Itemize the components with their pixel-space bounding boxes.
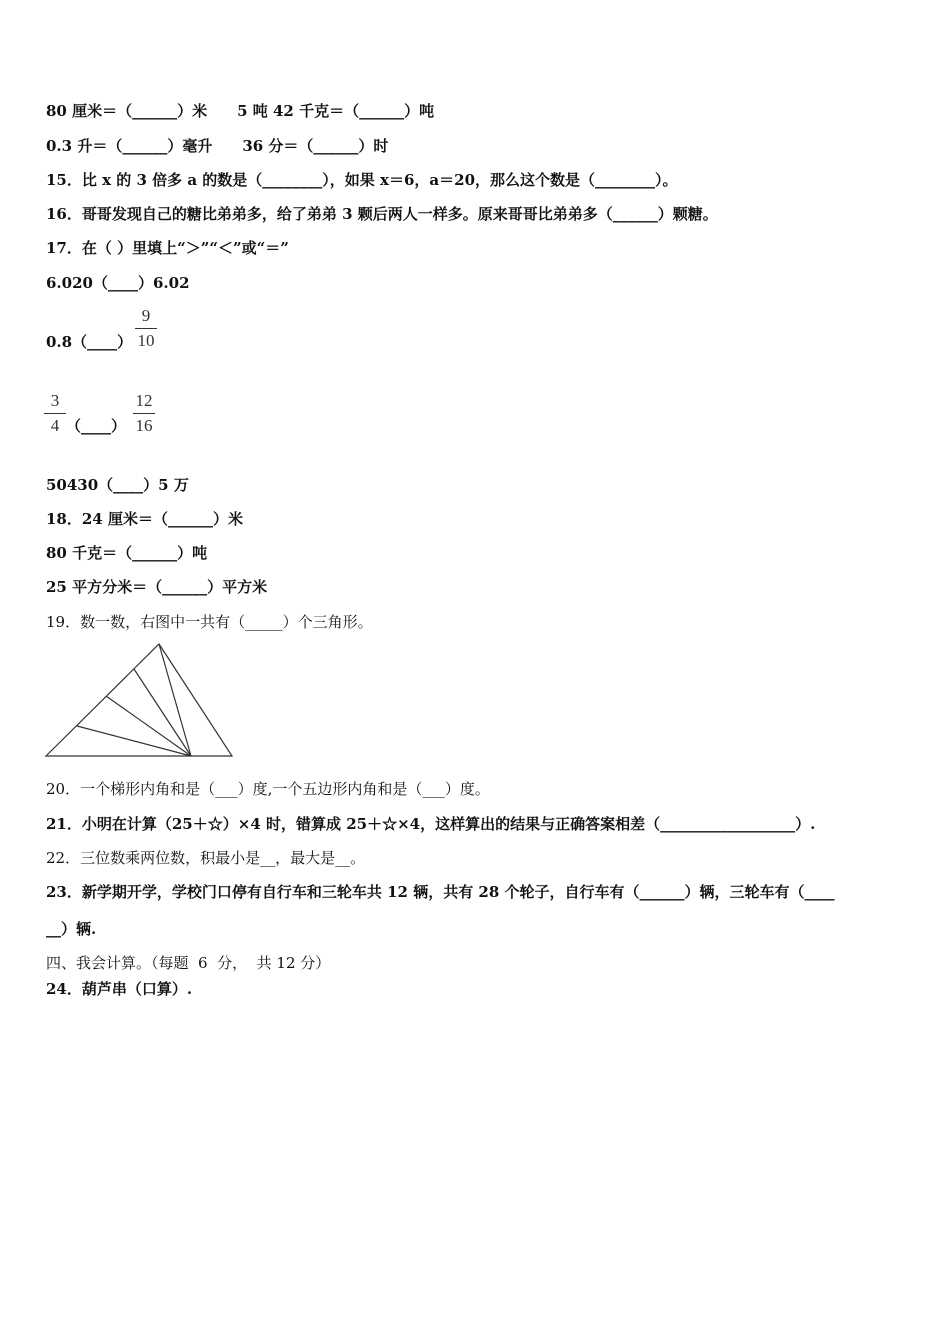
fraction-twelve-sixteenths: 12 16: [133, 391, 155, 436]
triangle-count-figure: [44, 641, 236, 759]
inner-line-1: [159, 644, 191, 756]
question-22: 22．三位数乘两位数，积最小是__，最大是__。: [46, 849, 366, 867]
fraction-three-quarters: 3 4: [44, 391, 66, 436]
section-four-heading: 四、我会计算。（每题 6 分， 共 12 分）: [46, 954, 331, 972]
inner-line-3: [106, 696, 191, 756]
question-23: 23．新学期开学，学校门口停有自行车和三轮车共 12 辆，共有 28 个轮子，自行车有（______）辆，三轮车有（____: [46, 883, 835, 901]
question-18-part-3: 25 平方分米＝（______）平方米: [46, 578, 268, 596]
line-unit-conversion-2: 0.3 升＝（______）毫升 36 分＝（______）时: [46, 137, 389, 155]
question-17: 17．在（ ）里填上“＞”“＜”或“＝”: [46, 239, 289, 257]
question-23-continued: __）辆.: [46, 920, 97, 938]
question-18-part-2: 80 千克＝（______）吨: [46, 544, 208, 562]
question-16: 16．哥哥发现自己的糖比弟弟多，给了弟弟 3 颗后两人一样多。原来哥哥比弟弟多（______）颗糖。: [46, 205, 718, 223]
compare-item-1: 6.020（____）6.02: [46, 274, 190, 292]
question-18: 18．24 厘米＝（______）米: [46, 510, 243, 528]
question-24: 24．葫芦串（口算）.: [46, 980, 193, 998]
question-21: 21．小明在计算（25＋☆）×4 时，错算成 25＋☆×4，这样算出的结果与正确答案相差（__________________）.: [46, 815, 816, 833]
outer-triangle: [46, 644, 232, 756]
question-19: 19．数一数，右图中一共有（_____）个三角形。: [46, 613, 373, 631]
line-unit-conversion-1: 80 厘米＝（______）米 5 吨 42 千克＝（______）吨: [46, 102, 435, 120]
compare-item-2: 0.8（____）: [46, 333, 133, 351]
question-15: 15．比 x 的 3 倍多 a 的数是（________），如果 x＝6，a＝20，那么这个数是（________）。: [46, 171, 678, 189]
fraction-nine-tenths: 9 10: [135, 306, 157, 351]
compare-item-4: 50430（____）5 万: [46, 476, 189, 494]
compare-item-3: （____）: [66, 417, 127, 435]
question-20: 20．一个梯形内角和是（___）度,一个五边形内角和是（___）度。: [46, 780, 490, 798]
